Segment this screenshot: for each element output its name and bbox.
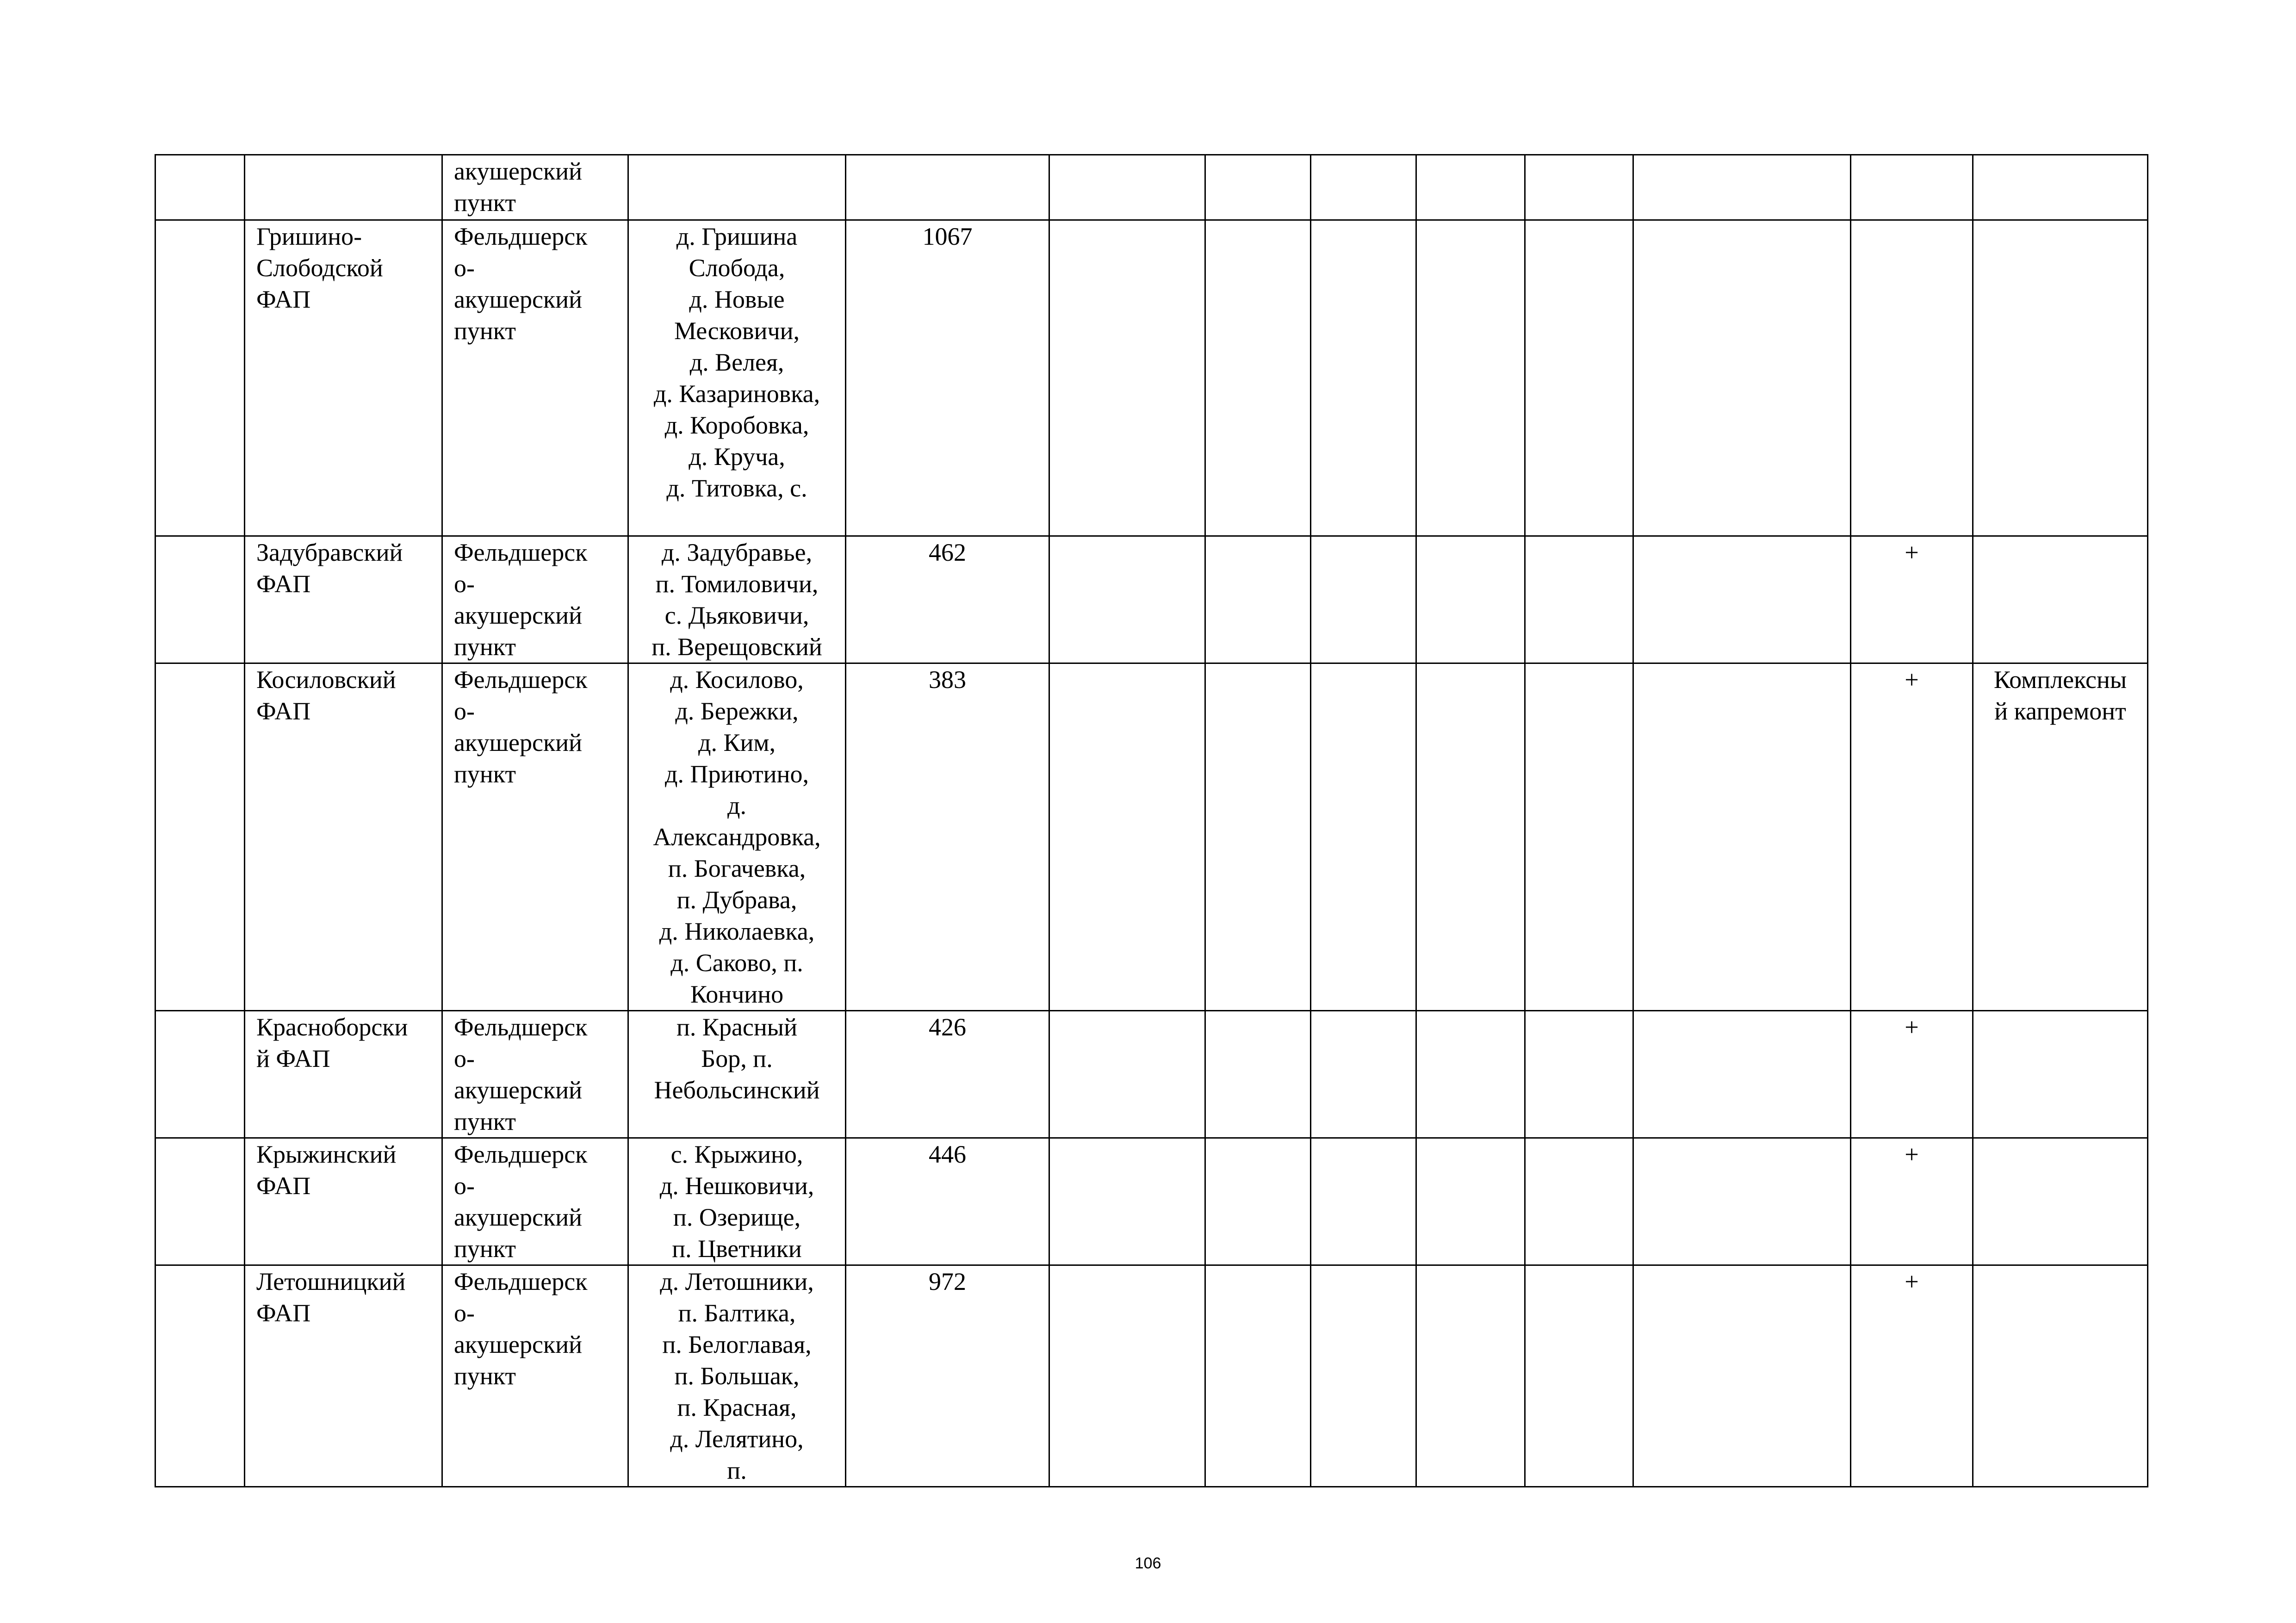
empty-cell — [1633, 1265, 1851, 1487]
empty-cell — [1205, 1265, 1311, 1487]
empty-cell — [1049, 1138, 1205, 1265]
population-count: 462 — [846, 536, 1049, 663]
facility-name — [245, 536, 442, 663]
facility-name-text: Крыжинский ФАП — [256, 1140, 397, 1200]
repair-note — [1973, 220, 2148, 536]
facility-name-text: Летошницкий ФАП — [256, 1268, 406, 1327]
empty-cell — [1525, 220, 1633, 536]
table-row — [155, 1138, 2148, 1265]
facility-type: Фельдшерск о- акушерский пункт — [442, 663, 628, 1011]
empty-cell — [1525, 663, 1633, 1011]
empty-cell — [1525, 536, 1633, 663]
served-settlements: с. Крыжино, д. Нешковичи, п. Озерище, п. Цветники — [628, 1138, 846, 1265]
table-row — [155, 663, 2148, 1011]
empty-cell — [1416, 155, 1525, 220]
served-settlements: д. Летошники, п. Балтика, п. Белоглавая, п. Большак, п. Красная, д. Лелятино, п. — [628, 1265, 846, 1487]
facility-name-text: Красноборски й ФАП — [256, 1013, 408, 1072]
empty-cell — [1205, 663, 1311, 1011]
empty-cell — [1049, 1011, 1205, 1138]
facility-type: Фельдшерск о- акушерский пункт — [442, 1011, 628, 1138]
cell-index — [155, 220, 245, 536]
plus-mark: + — [1851, 1265, 1973, 1487]
repair-note — [1973, 1011, 2148, 1138]
empty-cell — [1311, 663, 1416, 1011]
plus-mark: + — [1851, 663, 1973, 1011]
repair-note-text: Комплексны й капремонт — [1993, 666, 2127, 725]
plus-mark: + — [1851, 536, 1973, 663]
facility-name-text: Задубравский ФАП — [256, 539, 403, 598]
cell-index — [155, 663, 245, 1011]
repair-note — [1973, 1138, 2148, 1265]
served-settlements: д. Гришина Слобода, д. Новые Месковичи, д. Велея, д. Казариновка, д. Коробовка, д. Круча, д. Титовка, с. — [628, 220, 846, 536]
facility-name — [245, 220, 442, 536]
empty-cell — [1525, 1138, 1633, 1265]
empty-cell — [1311, 1265, 1416, 1487]
plus-mark — [1851, 155, 1973, 220]
empty-cell — [1633, 155, 1851, 220]
population-count: 426 — [846, 1011, 1049, 1138]
empty-cell — [1205, 536, 1311, 663]
served-settlements — [628, 155, 846, 220]
empty-cell — [1049, 220, 1205, 536]
facility-name — [245, 1138, 442, 1265]
empty-cell — [1416, 1011, 1525, 1138]
facility-type: Фельдшерск о- акушерский пункт — [442, 1265, 628, 1487]
plus-mark: + — [1851, 1011, 1973, 1138]
table-row — [155, 220, 2148, 536]
empty-cell — [1416, 1265, 1525, 1487]
facility-name — [245, 663, 442, 1011]
facility-type: акушерский пункт — [442, 155, 628, 220]
empty-cell — [1311, 1011, 1416, 1138]
page-number: 106 — [1135, 1555, 1161, 1572]
empty-cell — [1205, 1138, 1311, 1265]
facility-name — [245, 1265, 442, 1487]
facility-type: Фельдшерск о- акушерский пункт — [442, 220, 628, 536]
table-row — [155, 536, 2148, 663]
empty-cell — [1311, 536, 1416, 663]
empty-cell — [1049, 663, 1205, 1011]
repair-note — [1973, 536, 2148, 663]
table-row — [155, 155, 2148, 220]
served-settlements: д. Задубравье, п. Томиловичи, с. Дьяковичи, п. Верещовский — [628, 536, 846, 663]
plus-mark — [1851, 220, 1973, 536]
empty-cell — [1416, 220, 1525, 536]
empty-cell — [1525, 1265, 1633, 1487]
plus-mark: + — [1851, 1138, 1973, 1265]
empty-cell — [1311, 220, 1416, 536]
facility-name — [245, 1011, 442, 1138]
empty-cell — [1205, 155, 1311, 220]
empty-cell — [1525, 155, 1633, 220]
table-row — [155, 1011, 2148, 1138]
facility-name — [245, 155, 442, 220]
cell-index — [155, 536, 245, 663]
empty-cell — [1049, 1265, 1205, 1487]
served-settlements: д. Косилово, д. Бережки, д. Ким, д. Приютино, д. Александровка, п. Богачевка, п. Дубрава, д. Николаевка, д. Саково, п. Кончино — [628, 663, 846, 1011]
facility-type: Фельдшерск о- акушерский пункт — [442, 536, 628, 663]
empty-cell — [1633, 1138, 1851, 1265]
repair-note — [1973, 1265, 2148, 1487]
empty-cell — [1311, 155, 1416, 220]
empty-cell — [1205, 1011, 1311, 1138]
population-count: 446 — [846, 1138, 1049, 1265]
empty-cell — [1416, 1138, 1525, 1265]
empty-cell — [1049, 155, 1205, 220]
population-count — [846, 155, 1049, 220]
cell-index — [155, 1265, 245, 1487]
empty-cell — [1633, 220, 1851, 536]
empty-cell — [1416, 663, 1525, 1011]
facility-type: Фельдшерск о- акушерский пункт — [442, 1138, 628, 1265]
empty-cell — [1633, 1011, 1851, 1138]
empty-cell — [1633, 663, 1851, 1011]
served-settlements: п. Красный Бор, п. Небольсинский — [628, 1011, 846, 1138]
cell-index — [155, 1011, 245, 1138]
empty-cell — [1416, 536, 1525, 663]
cell-index — [155, 155, 245, 220]
facilities-table — [155, 154, 2148, 1487]
facility-name-text: Гришино- Слободской ФАП — [256, 223, 383, 313]
empty-cell — [1205, 220, 1311, 536]
empty-cell — [1049, 536, 1205, 663]
repair-note — [1973, 155, 2148, 220]
empty-cell — [1525, 1011, 1633, 1138]
facility-name-text: Косиловский ФАП — [256, 666, 396, 725]
repair-note — [1973, 663, 2148, 1011]
empty-cell — [1311, 1138, 1416, 1265]
table-row — [155, 1265, 2148, 1487]
cell-index — [155, 1138, 245, 1265]
population-count: 1067 — [846, 220, 1049, 536]
empty-cell — [1633, 536, 1851, 663]
population-count: 383 — [846, 663, 1049, 1011]
population-count: 972 — [846, 1265, 1049, 1487]
